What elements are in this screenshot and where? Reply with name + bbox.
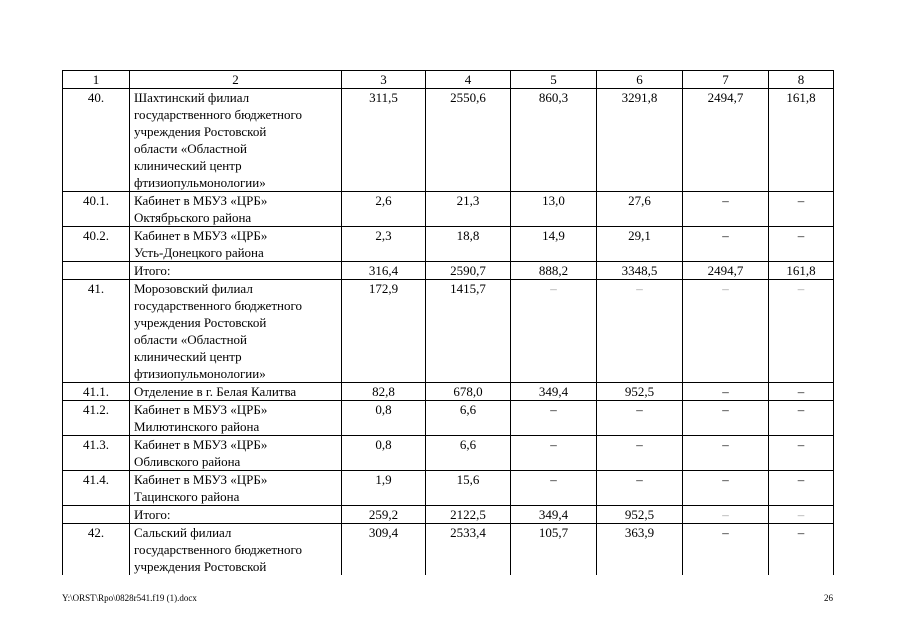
value-cell-col4: 1415,7 [426,280,511,383]
table-row [63,436,834,471]
value-cell-col3: 316,4 [342,262,426,280]
institution-name-line: Итого: [134,507,171,522]
data-table [62,70,834,575]
value-cell-col8: – [769,436,834,471]
header-cell: 3 [342,71,426,89]
value-cell-col6: 27,6 [597,192,683,227]
institution-name-line: клинический центр [134,158,242,173]
table-row [63,401,834,436]
value-cell-col4: 6,6 [426,436,511,471]
value-cell-col3: 259,2 [342,506,426,524]
value-cell-col3: 2,3 [342,227,426,262]
value-cell-col8: – [769,506,834,524]
value-cell-col4: 2533,4 [426,524,511,576]
value-cell-col3: 1,9 [342,471,426,506]
table-row [63,89,834,192]
institution-name-line: государственного бюджетного [134,298,302,313]
row-number-cell: 41. [63,280,130,383]
table-row [63,192,834,227]
value-cell-col7: – [683,227,769,262]
institution-name-line: Тацинского района [134,489,240,504]
table-row [63,262,834,280]
value-cell-col8: – [769,524,834,576]
value-cell-col3: 2,6 [342,192,426,227]
institution-name-line: Обливского района [134,454,241,469]
row-number-cell: 41.4. [63,471,130,506]
value-cell-col4: 678,0 [426,383,511,401]
table-row [63,227,834,262]
value-cell-col7: – [683,506,769,524]
institution-name-line: Кабинет в МБУЗ «ЦРБ» [134,402,268,417]
institution-name-cell [130,383,342,401]
value-cell-col4: 6,6 [426,401,511,436]
value-cell-col7: – [683,524,769,576]
row-number-cell [63,262,130,280]
institution-name-line: Милютинского района [134,419,260,434]
value-cell-col7: – [683,401,769,436]
institution-name-line: области «Областной [134,332,248,347]
value-cell-col8: 161,8 [769,89,834,192]
table-row [63,280,834,383]
header-cell: 1 [63,71,130,89]
table-row [63,524,834,576]
value-cell-col7: – [683,471,769,506]
institution-name-line: Кабинет в МБУЗ «ЦРБ» [134,228,268,243]
value-cell-col6: – [597,471,683,506]
header-cell: 6 [597,71,683,89]
institution-name-cell [130,471,342,506]
value-cell-col6: 3291,8 [597,89,683,192]
institution-name-cell [130,192,342,227]
institution-name-cell [130,524,342,576]
value-cell-col6: – [597,280,683,383]
institution-name-line: Кабинет в МБУЗ «ЦРБ» [134,472,268,487]
institution-name-line: Шахтинский филиал [134,90,250,105]
value-cell-col7: 2494,7 [683,89,769,192]
value-cell-col5: 13,0 [511,192,597,227]
institution-name-line: Усть-Донецкого района [134,245,264,260]
value-cell-col7: – [683,280,769,383]
row-number-cell [63,506,130,524]
value-cell-col5: 105,7 [511,524,597,576]
header-cell: 7 [683,71,769,89]
value-cell-col7: – [683,383,769,401]
row-number-cell: 41.2. [63,401,130,436]
institution-name-cell [130,262,342,280]
value-cell-col8: – [769,192,834,227]
value-cell-col6: 952,5 [597,506,683,524]
header-cell: 2 [130,71,342,89]
institution-name-line: области «Областной [134,141,248,156]
value-cell-col6: 363,9 [597,524,683,576]
value-cell-col5: – [511,401,597,436]
institution-name-cell [130,401,342,436]
value-cell-col8: – [769,280,834,383]
institution-name-line: Отделение в г. Белая Калитва [134,384,297,399]
row-number-cell: 42. [63,524,130,576]
value-cell-col5: 349,4 [511,383,597,401]
row-number-cell: 40. [63,89,130,192]
header-cell: 4 [426,71,511,89]
institution-name-cell [130,89,342,192]
table-body [63,71,834,576]
table-header-row [63,71,834,89]
institution-name-line: учреждения Ростовской [134,124,267,139]
value-cell-col7: 2494,7 [683,262,769,280]
value-cell-col5: 888,2 [511,262,597,280]
value-cell-col8: – [769,471,834,506]
value-cell-col3: 0,8 [342,401,426,436]
institution-name-cell [130,280,342,383]
value-cell-col6: – [597,401,683,436]
value-cell-col6: 29,1 [597,227,683,262]
value-cell-col4: 21,3 [426,192,511,227]
institution-name-line: Октябрьского района [134,210,252,225]
institution-name-cell [130,227,342,262]
institution-name-line: учреждения Ростовской [134,559,267,574]
footer-page-number: 26 [824,593,833,603]
institution-name-line: Кабинет в МБУЗ «ЦРБ» [134,193,268,208]
footer-file-path: Y:\ORST\Rpo\0828r541.f19 (1).docx [62,593,197,603]
institution-name-line: фтизиопульмонологии» [134,175,266,190]
value-cell-col5: 860,3 [511,89,597,192]
value-cell-col5: 14,9 [511,227,597,262]
institution-name-cell [130,436,342,471]
value-cell-col8: – [769,401,834,436]
institution-name-line: Кабинет в МБУЗ «ЦРБ» [134,437,268,452]
value-cell-col5: 349,4 [511,506,597,524]
value-cell-col6: 952,5 [597,383,683,401]
value-cell-col4: 2550,6 [426,89,511,192]
table-row [63,383,834,401]
value-cell-col7: – [683,436,769,471]
value-cell-col4: 2590,7 [426,262,511,280]
row-number-cell: 41.3. [63,436,130,471]
institution-name-line: государственного бюджетного [134,542,302,557]
value-cell-col4: 18,8 [426,227,511,262]
row-number-cell: 40.2. [63,227,130,262]
institution-name-line: Сальский филиал [134,525,232,540]
institution-name-line: клинический центр [134,349,242,364]
value-cell-col6: – [597,436,683,471]
value-cell-col8: 161,8 [769,262,834,280]
value-cell-col3: 82,8 [342,383,426,401]
value-cell-col5: – [511,436,597,471]
value-cell-col8: – [769,383,834,401]
value-cell-col3: 172,9 [342,280,426,383]
value-cell-col3: 311,5 [342,89,426,192]
institution-name-line: Морозовский филиал [134,281,253,296]
header-cell: 8 [769,71,834,89]
value-cell-col4: 15,6 [426,471,511,506]
value-cell-col3: 309,4 [342,524,426,576]
value-cell-col5: – [511,280,597,383]
institution-name-line: Итого: [134,263,171,278]
value-cell-col7: – [683,192,769,227]
value-cell-col5: – [511,471,597,506]
header-cell: 5 [511,71,597,89]
institution-name-line: учреждения Ростовской [134,315,267,330]
value-cell-col4: 2122,5 [426,506,511,524]
value-cell-col8: – [769,227,834,262]
value-cell-col3: 0,8 [342,436,426,471]
value-cell-col6: 3348,5 [597,262,683,280]
institution-name-cell [130,506,342,524]
table-row [63,471,834,506]
row-number-cell: 41.1. [63,383,130,401]
institution-name-line: фтизиопульмонологии» [134,366,266,381]
institution-name-line: государственного бюджетного [134,107,302,122]
row-number-cell: 40.1. [63,192,130,227]
table-row [63,506,834,524]
